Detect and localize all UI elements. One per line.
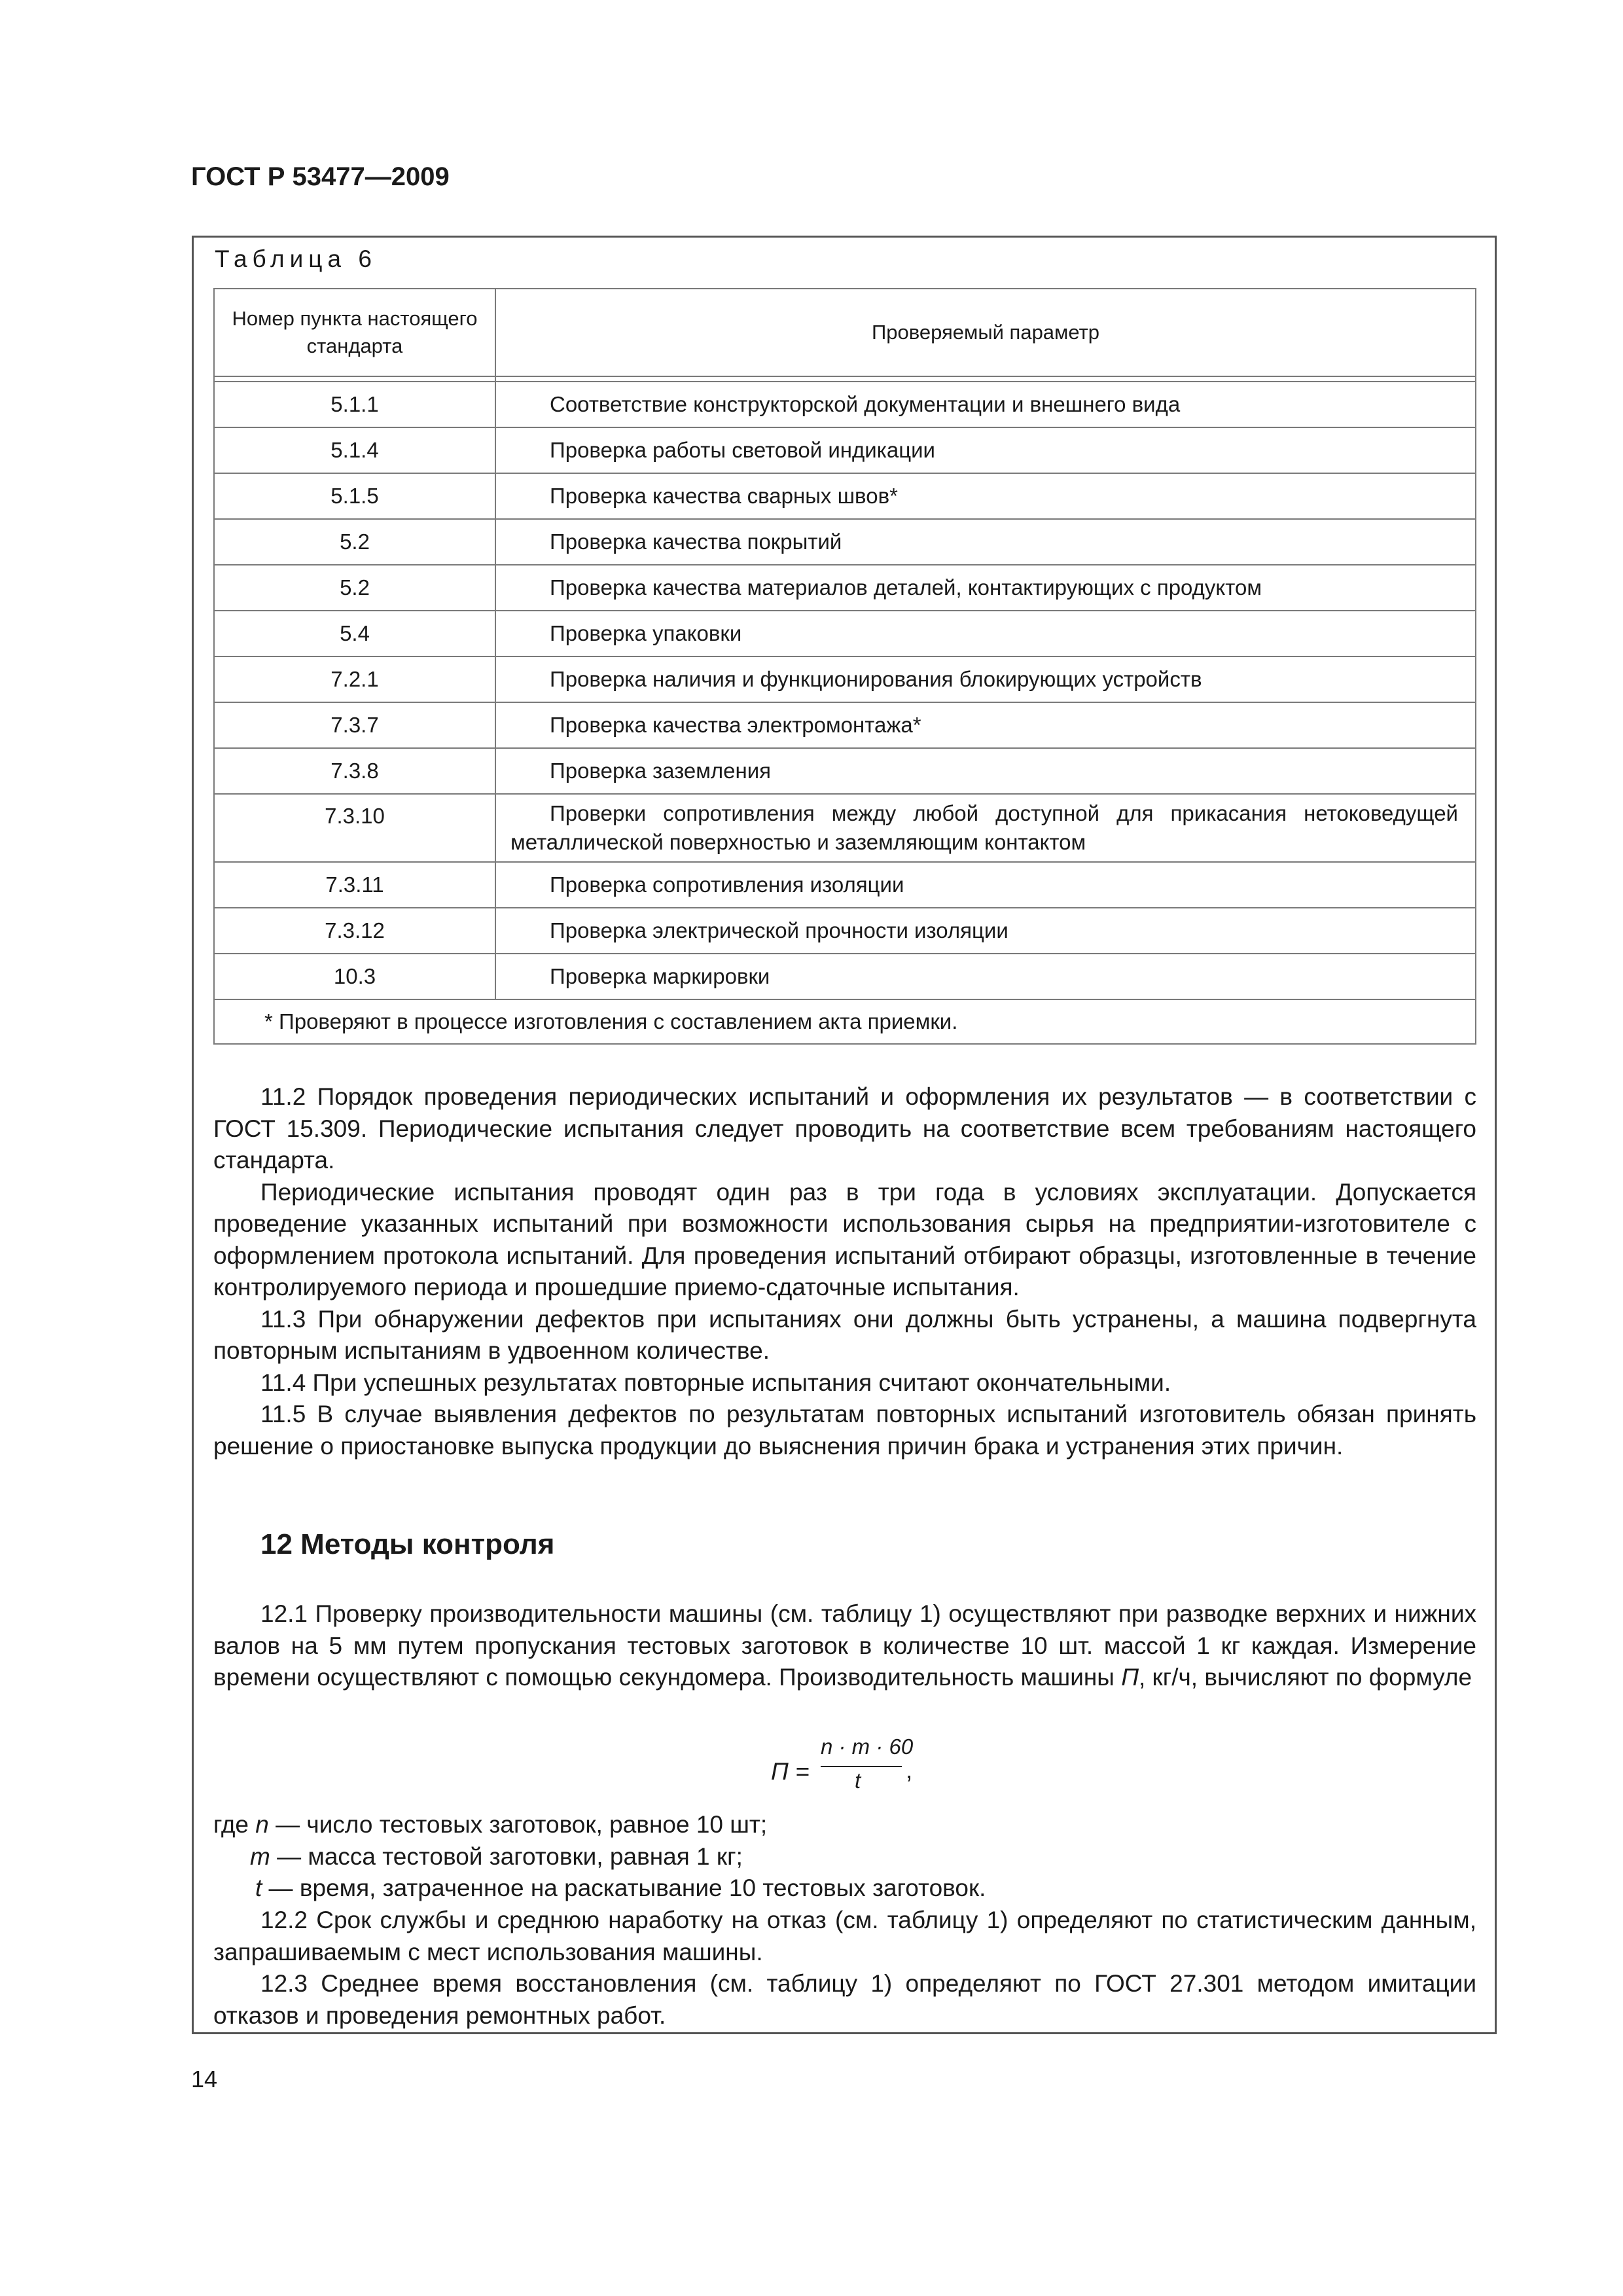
parameter-cell: Проверка маркировки xyxy=(495,954,1476,999)
item-number-cell: 5.1.4 xyxy=(214,427,495,473)
paragraph-12-2: 12.2 Срок службы и среднюю наработку на отказ (см. таблицу 1) определяют по статистическим данным, запрашиваемым с мест использования машины. xyxy=(213,1907,1476,1965)
paragraph-12-1 xyxy=(213,1598,1476,1694)
item-number-cell: 7.3.8 xyxy=(214,748,495,794)
page-number: 14 xyxy=(191,2066,218,2092)
legend-text-t: — время, затраченное на раскатывание 10 тестовых заготовок. xyxy=(262,1874,986,1901)
variable-n: n xyxy=(255,1811,269,1838)
paragraph-11-3: 11.3 При обнаружении дефектов при испытаниях они должны быть устранены, а машина подвергнута повторным испытаниям в удвоенном количестве. xyxy=(213,1305,1476,1364)
column-header-parameter: Проверяемый параметр xyxy=(495,289,1476,376)
paragraph-11-5: 11.5 В случае выявления дефектов по результатам повторных испытаний изготовитель обязан принять решение о приостановке выпуска продукции до выяснения причин брака и устранения этих причин. xyxy=(213,1401,1476,1460)
parameter-cell: Проверка качества покрытий xyxy=(495,519,1476,565)
parameter-cell: Проверка наличия и функционирования блокирующих устройств xyxy=(495,656,1476,702)
item-number-cell: 7.3.12 xyxy=(214,908,495,954)
parameter-cell: Проверки сопротивления между любой доступной для прикасания нетоковедущей металлической поверхностью и заземляющим контактом xyxy=(495,794,1476,862)
paragraph-11-4: 11.4 При успешных результатах повторные испытания считают окончательными. xyxy=(260,1369,1171,1396)
section-12-text xyxy=(213,1905,1476,2032)
item-number-cell: 7.2.1 xyxy=(214,656,495,702)
legend-line-m xyxy=(213,1841,1476,1873)
table-row xyxy=(214,908,1476,954)
column-header-item-number: Номер пункта настоящего стандарта xyxy=(214,289,495,376)
paragraph-12-1-text-end: , кг/ч, вычисляют по формуле xyxy=(1139,1664,1472,1691)
paragraph-12-1-text: 12.1 Проверку производительности машины (см. таблицу 1) осуществляют при разводке верхних и нижних валов на 5 мм путем пропускания тестовых заготовок в количестве 10 шт. массой 1 кг каждая. Измерение времени осуществляют с помощью секундомера. Производительность машины xyxy=(213,1600,1476,1691)
table-row xyxy=(214,748,1476,794)
section-12-intro xyxy=(213,1598,1476,1694)
legend-text-n: — число тестовых заготовок, равное 10 шт; xyxy=(268,1811,768,1838)
formula-comma: , xyxy=(906,1757,913,1784)
table-row xyxy=(214,954,1476,999)
section-11-text xyxy=(213,1081,1476,1462)
formula-lhs: П = xyxy=(771,1758,810,1785)
fraction-bar xyxy=(821,1766,902,1767)
table-6 xyxy=(213,288,1476,1045)
parameter-cell: Проверка работы световой индикации xyxy=(495,427,1476,473)
legend-line-t xyxy=(213,1873,1476,1905)
table-row xyxy=(214,656,1476,702)
variable-p: П xyxy=(1121,1664,1139,1691)
table-row xyxy=(214,427,1476,473)
table-row xyxy=(214,473,1476,519)
item-number-cell: 5.2 xyxy=(214,565,495,611)
legend-text-m: — масса тестовой заготовки, равная 1 кг; xyxy=(270,1842,743,1870)
table-footnote-row xyxy=(214,999,1476,1044)
table-row xyxy=(214,794,1476,862)
table-header-row xyxy=(214,289,1476,376)
item-number-cell: 7.3.11 xyxy=(214,862,495,908)
legend-prefix: где xyxy=(213,1811,256,1838)
item-number-cell: 5.2 xyxy=(214,519,495,565)
table-row xyxy=(214,519,1476,565)
item-number-cell: 5.4 xyxy=(214,611,495,656)
variable-t: t xyxy=(255,1874,262,1901)
table-row xyxy=(214,565,1476,611)
item-number-cell: 10.3 xyxy=(214,954,495,999)
section-12-heading: 12 Методы контроля xyxy=(260,1528,555,1560)
parameter-cell: Проверка качества электромонтажа* xyxy=(495,702,1476,748)
table-row xyxy=(214,862,1476,908)
item-number-cell: 7.3.10 xyxy=(214,794,495,862)
parameter-cell: Проверка качества сварных швов* xyxy=(495,473,1476,519)
document-code: ГОСТ Р 53477—2009 xyxy=(191,162,450,191)
table-footnote: * Проверяют в процессе изготовления с составлением акта приемки. xyxy=(214,999,1476,1044)
legend-line-n xyxy=(213,1809,1476,1841)
table-row xyxy=(214,702,1476,748)
item-number-cell: 5.1.1 xyxy=(214,382,495,427)
paragraph-11-2: 11.2 Порядок проведения периодических испытаний и оформления их результатов — в соответствии с ГОСТ 15.309. Периодические испытания следует проводить на соответствие всем требованиям настоящего стандарта. xyxy=(213,1083,1476,1174)
table-caption: Таблица 6 xyxy=(215,245,377,272)
formula-numerator: n · m · 60 xyxy=(821,1734,914,1759)
parameter-cell: Проверка заземления xyxy=(495,748,1476,794)
formula-denominator: t xyxy=(855,1768,861,1793)
formula-legend xyxy=(213,1809,1476,1905)
parameter-cell: Проверка качества материалов деталей, контактирующих с продуктом xyxy=(495,565,1476,611)
table-row xyxy=(214,382,1476,427)
paragraph-11-2-continued: Периодические испытания проводят один раз в три года в условиях эксплуатации. Допускается проведение указанных испытаний при возможности использования сырья на предприятии-изготовителе с оформлением протокола испытаний. Для проведения испытаний отбирают образцы, изготовленные в течение контролируемого периода и прошедшие приемо-сдаточные испытания. xyxy=(213,1178,1476,1300)
parameter-cell: Проверка упаковки xyxy=(495,611,1476,656)
paragraph-12-3: 12.3 Среднее время восстановления (см. таблицу 1) определяют по ГОСТ 27.301 методом имитации отказов и проведения ремонтных работ. xyxy=(213,1970,1476,2029)
item-number-cell: 7.3.7 xyxy=(214,702,495,748)
variable-m: m xyxy=(250,1842,270,1870)
table-body xyxy=(214,376,1476,999)
table-row xyxy=(214,611,1476,656)
parameter-cell: Проверка сопротивления изоляции xyxy=(495,862,1476,908)
parameter-cell: Проверка электрической прочности изоляции xyxy=(495,908,1476,954)
item-number-cell: 5.1.5 xyxy=(214,473,495,519)
parameter-cell: Соответствие конструкторской документации и внешнего вида xyxy=(495,382,1476,427)
